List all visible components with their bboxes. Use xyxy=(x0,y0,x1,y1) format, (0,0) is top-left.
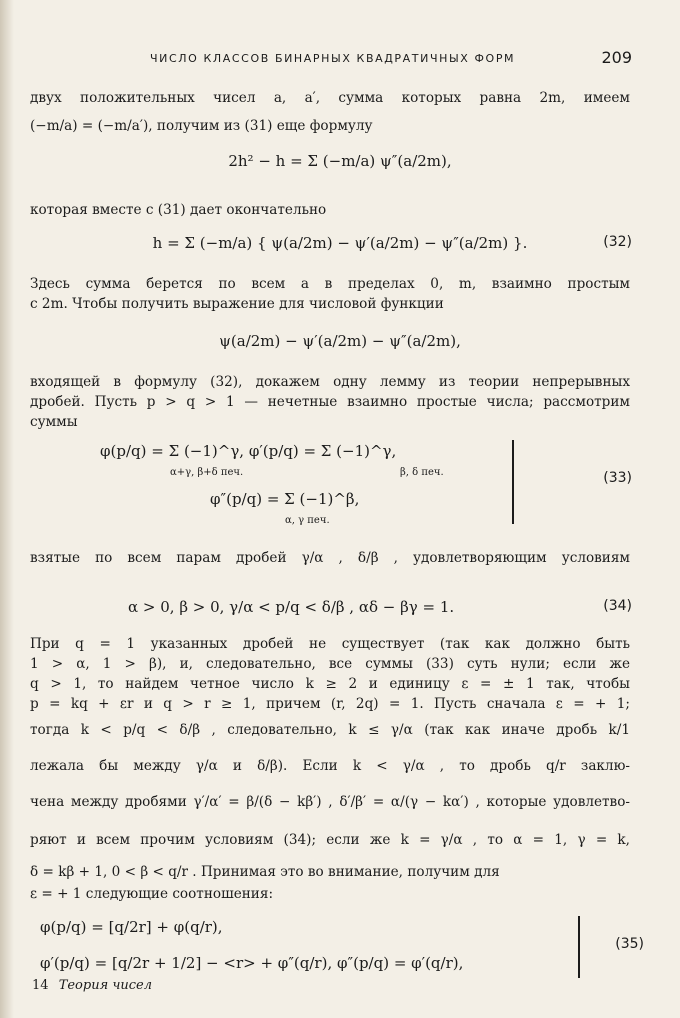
running-header-title: ЧИСЛО КЛАССОВ БИНАРНЫХ КВАДРАТИЧНЫХ ФОРМ xyxy=(150,52,516,65)
formula: φ(p/q) = Σ (−1)^γ, φ′(p/q) = Σ (−1)^γ, xyxy=(100,442,397,460)
text-line: δ = kβ + 1, 0 < β < q/r . Принимая это во внимание, получим для xyxy=(30,864,500,880)
equation-brace xyxy=(512,440,514,524)
running-header xyxy=(0,48,680,78)
equation-number: (33) xyxy=(603,470,632,486)
equation-number: (34) xyxy=(603,598,632,614)
summation-condition: α+γ, β+δ печ. xyxy=(170,467,244,478)
text-line: q > 1, то найдем четное число k ≥ 2 и единицу ε = ± 1 так, чтобы xyxy=(30,676,630,692)
formula: φ′(p/q) = [q/2r + 1/2] − <r> + φ″(q/r), φ″(p/q) = φ′(q/r), xyxy=(40,954,464,972)
text-line: ε = + 1 следующие соотношения: xyxy=(30,886,274,902)
summation-condition: α, γ печ. xyxy=(285,515,330,526)
text-line: входящей в формулу (32), докажем одну лемму из теории непрерывных xyxy=(30,374,630,390)
text-line: двух положительных чисел a, a′, сумма которых равна 2m, имеем xyxy=(30,90,630,106)
formula: h = Σ (−m/a) { ψ(a/2m) − ψ′(a/2m) − ψ″(a/2m) }. xyxy=(152,234,528,252)
text-line: лежала бы между γ/α и δ/β). Если k < γ/α , то дробь q/r заклю- xyxy=(30,758,630,774)
text-line: 1 > α, 1 > β), и, следовательно, все суммы (33) суть нули; если же xyxy=(30,656,630,672)
text-line: чена между дробями γ′/α′ = β/(δ − kβ′) , δ′/β′ = α/(γ − kα′) , которые удовлетво- xyxy=(30,794,630,810)
signature-text: Теория чисел xyxy=(58,978,153,993)
text-line: ряют и всем прочим условиям (34); если же k = γ/α , то α = 1, γ = k, xyxy=(30,832,630,848)
text-line: которая вместе с (31) дает окончательно xyxy=(30,202,327,218)
text-line: взятые по всем парам дробей γ/α , δ/β , удовлетворяющим условиям xyxy=(30,550,630,566)
formula: φ(p/q) = [q/2r] + φ(q/r), xyxy=(40,918,223,936)
text-line: Здесь сумма берется по всем a в пределах 0, m, взаимно простым xyxy=(30,276,630,292)
formula: 2h² − h = Σ (−m/a) ψ″(a/2m), xyxy=(228,152,452,170)
text-line: суммы xyxy=(30,414,78,430)
signature-mark xyxy=(32,978,152,993)
summation-condition: β, δ печ. xyxy=(400,467,444,478)
page-number: 209 xyxy=(601,48,632,67)
formula: φ″(p/q) = Σ (−1)^β, xyxy=(210,490,360,508)
equation-brace xyxy=(578,916,580,978)
formula: α > 0, β > 0, γ/α < p/q < δ/β , αδ − βγ = 1. xyxy=(128,598,455,616)
text-line: тогда k < p/q < δ/β , следовательно, k ≤ γ/α (так как иначе дробь k/1 xyxy=(30,722,630,738)
signature-number: 14 xyxy=(32,978,49,993)
equation-number: (35) xyxy=(615,936,644,952)
text-line: p = kq + εr и q > r ≥ 1, причем (r, 2q) = 1. Пусть сначала ε = + 1; xyxy=(30,696,630,712)
equation-number: (32) xyxy=(603,234,632,250)
text-line: с 2m. Чтобы получить выражение для числовой функции xyxy=(30,296,444,312)
text-line: дробей. Пусть p > q > 1 — нечетные взаимно простые числа; рассмотрим xyxy=(30,394,630,410)
text-line: При q = 1 указанных дробей не существует (так как должно быть xyxy=(30,636,630,652)
formula: ψ(a/2m) − ψ′(a/2m) − ψ″(a/2m), xyxy=(219,332,461,350)
text-line: (−m/a) = (−m/a′), получим из (31) еще формулу xyxy=(30,118,373,134)
